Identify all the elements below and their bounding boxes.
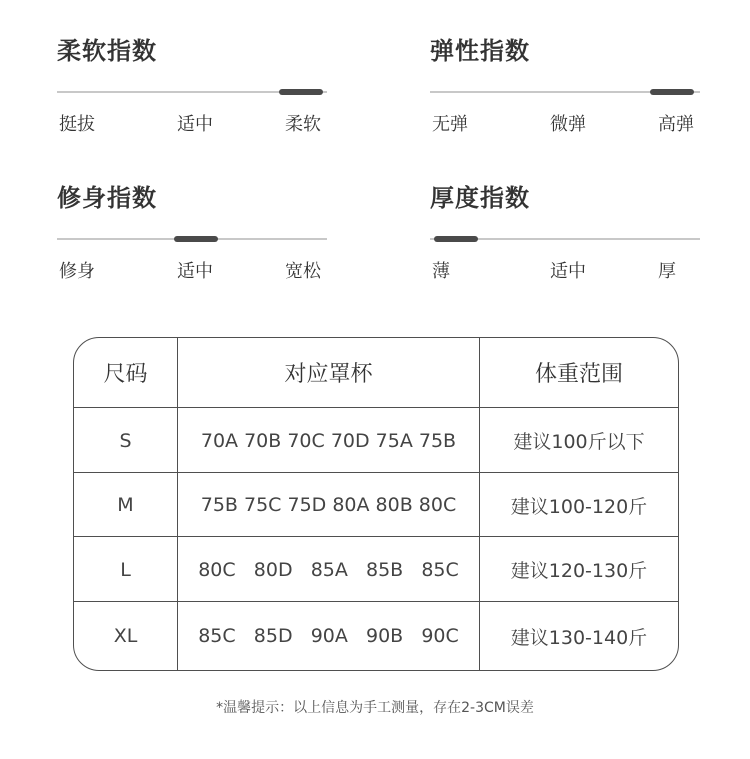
cell-cups: 70A 70B 70C 70D 75A 75B: [178, 408, 480, 473]
thickness-index: [430, 184, 700, 294]
index-label-mid: 适中: [550, 261, 586, 282]
index-level-indicator: [174, 236, 218, 242]
cell-weight: 建议100斤以下: [513, 431, 645, 453]
index-title: 厚度指数: [430, 184, 530, 212]
elasticity-index: [430, 37, 700, 147]
cell-cups: 75B 75C 75D 80A 80B 80C: [178, 473, 480, 537]
cell-size: L: [74, 537, 178, 602]
fit-index: [57, 184, 327, 294]
cell-weight: 建议120-130斤: [510, 560, 648, 582]
index-label-high: 宽松: [285, 261, 321, 282]
cell-cups: 80C 80D 85A 85B 85C: [178, 537, 480, 602]
index-label-low: 挺拔: [59, 114, 95, 135]
header-weight: 体重范围: [534, 362, 623, 387]
index-label-high: 柔软: [285, 114, 321, 135]
cell-weight: 建议130-140斤: [510, 626, 648, 649]
index-label-high: 高弹: [658, 114, 694, 135]
table-row: [74, 407, 678, 473]
index-level-indicator: [279, 89, 323, 95]
cell-size: M: [74, 473, 178, 537]
header-size: 尺码: [74, 338, 178, 407]
table-row: [74, 601, 678, 670]
cell-cups: 85C 85D 90A 90B 90C: [178, 602, 480, 670]
cell-weight: 建议100-120斤: [510, 495, 648, 518]
index-title: 柔软指数: [57, 37, 157, 65]
measurement-note: *温馨提示：以上信息为手工测量，存在2-3CM误差: [216, 700, 534, 716]
header-cup: 对应罩杯: [178, 338, 480, 407]
softness-index: [57, 37, 327, 147]
size-chart-table: [73, 337, 679, 671]
index-scale-track: [57, 91, 327, 93]
index-title: 弹性指数: [430, 37, 530, 65]
index-label-high: 厚: [658, 261, 676, 282]
index-label-mid: 适中: [177, 261, 213, 282]
index-scale-track: [430, 238, 700, 240]
index-scale-track: [430, 91, 700, 93]
cell-size: XL: [74, 602, 178, 670]
index-label-low: 无弹: [432, 114, 468, 135]
cell-size: S: [74, 408, 178, 473]
index-scale-track: [57, 238, 327, 240]
index-label-low: 修身: [59, 261, 95, 282]
table-row: [74, 472, 678, 537]
index-label-mid: 适中: [177, 114, 213, 135]
index-label-low: 薄: [432, 261, 450, 282]
table-header-row: [74, 338, 678, 407]
index-level-indicator: [434, 236, 478, 242]
index-title: 修身指数: [57, 184, 157, 212]
index-level-indicator: [650, 89, 694, 95]
table-row: [74, 536, 678, 602]
index-label-mid: 微弹: [550, 114, 586, 135]
